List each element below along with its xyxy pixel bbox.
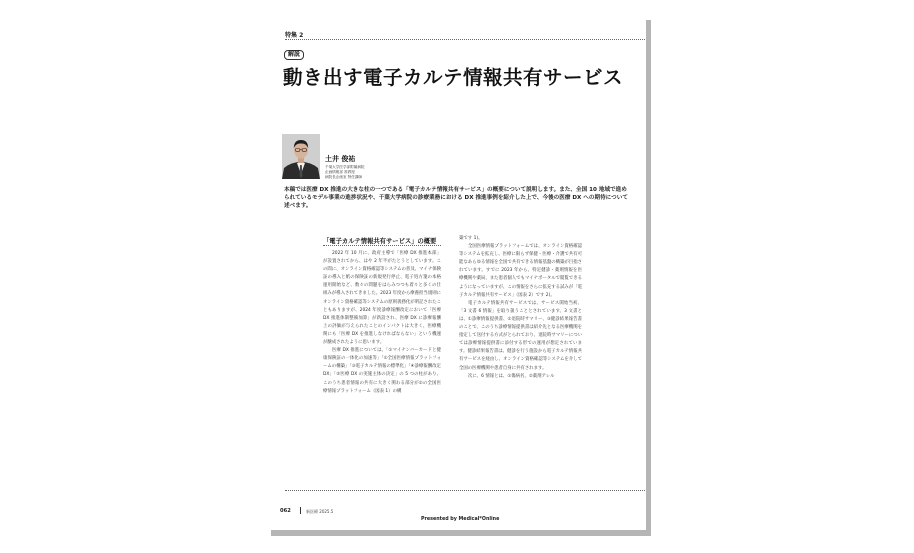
body-paragraph: 全国医療情報プラットフォームでは、オンライン資格確認等システムを拡充し、医療に限らず保健・医療・介護で共有可能なあらゆる情報を全国で共有できる情報基盤の構築が目指されています。すでに 2023 年から、特定健診・薬剤情報を医療機関や薬局、また患者個人でもマイナポータルで閲覧できるようになっていますが、この情報をさらに拡充する試みが「電子カルテ情報共有サービス」（図表 2）です 2)。 — [459, 244, 582, 298]
body-paragraph: 2022 年 10 月に、政府主導で「医療 DX 推進本部」が設置されてから、はや 2 年半がたとうとしています。この間に、オンライン資格確認等システムの普及、マイナ保険証の導入と紙の保険証の新規発行停止、電子処方箋の本格運用開始など、数々の問題をはらみつつも着々と多くの仕組みが導入されてきました。2023 年度から療養担当規則にオンライン資格確認等システムの原則義務化が明記されたこともありますが、2024 年度診療報酬改定において「医療 DX 推進体制整備加算」が新設され、医療 DX に診療報酬上の評価が与えられたことのインパクトは大きく、医療機関にも「医療 DX を推進しなければならない」という機運が醸成されたように思います。 — [323, 251, 441, 346]
magazine-issue: 新医療 2025.5 — [306, 509, 334, 514]
author-portrait-icon — [282, 134, 320, 179]
body-paragraph: 築です 1)。 — [459, 236, 483, 241]
footer-rule — [285, 490, 645, 491]
body-paragraph: 次に、6 情報とは、①傷病名、②薬剤アレル — [468, 373, 555, 379]
author-name: 土井 俊祐 — [325, 155, 356, 163]
lead-paragraph: 本稿では医療 DX 推進の大きな柱の一つである「電子カルテ情報共有サービス」の概要について説明します。また、全国 10 地域で進められているモデル事業の進捗状況や、千葉大学病院の診療業務における DX 推進事例を紹介した上で、今後の医療 DX への期待について述べます。 — [284, 187, 628, 209]
body-column-left — [323, 250, 441, 396]
section-heading: 「電子カルテ情報共有サービス」の概要 — [323, 238, 437, 245]
author-affiliation: 企画情報部 准教授 — [325, 170, 355, 174]
header-rule — [285, 39, 645, 40]
article-title: 動き出す電子カルテ情報共有サービス — [283, 66, 624, 89]
section-label: 特集 2 — [285, 32, 304, 39]
body-paragraph: 医療 DX 推進については、「①マイナンバーカードと健康保険証の一体化の加速等」「②全国医療情報プラットフォームの構築」「③電子カルテ情報の標準化」「④診療報酬改定 DX」「⑤医療 DX の実施主体の決定」の 5 つの柱があり、このうち患者情報の共有に大きく関わる部分が②の全国医療情報プラットフォーム（図表 1）の構 — [323, 348, 441, 394]
body-paragraph: 電子カルテ情報共有サービスでは、サービス開始当初、「3 文書 6 情報」を取り扱うこととされています。3 文書とは、①診療情報提供書、②退院時サマリー、③健診結果報告書のことで、このうち診療情報提供書は紹介先となる医療機関を指定して送付する方式がとられており、退院時サマリーについては診療情報提供書に添付する形での運用が想定されています。健診結果報告書は、健診を行う施設から電子カルテ情報共有サービスを経由し、オンライン資格確認等システムを介して全国の医療機関や患者自身に共有されます。 — [459, 300, 582, 371]
article-type-tag: 解説 — [284, 50, 304, 60]
publisher-credit: Presented by Medical*Online — [421, 517, 500, 522]
document-page — [265, 14, 646, 530]
author-affiliation: 千葉大学医学部附属病院 — [325, 165, 365, 169]
author-affiliation: 病院長企画室 特任講師 — [325, 175, 363, 179]
author-photo — [282, 134, 320, 179]
body-column-right — [459, 235, 582, 381]
page-number: 062 — [280, 508, 291, 514]
heading-rule — [323, 245, 441, 246]
footer-divider — [300, 507, 301, 514]
